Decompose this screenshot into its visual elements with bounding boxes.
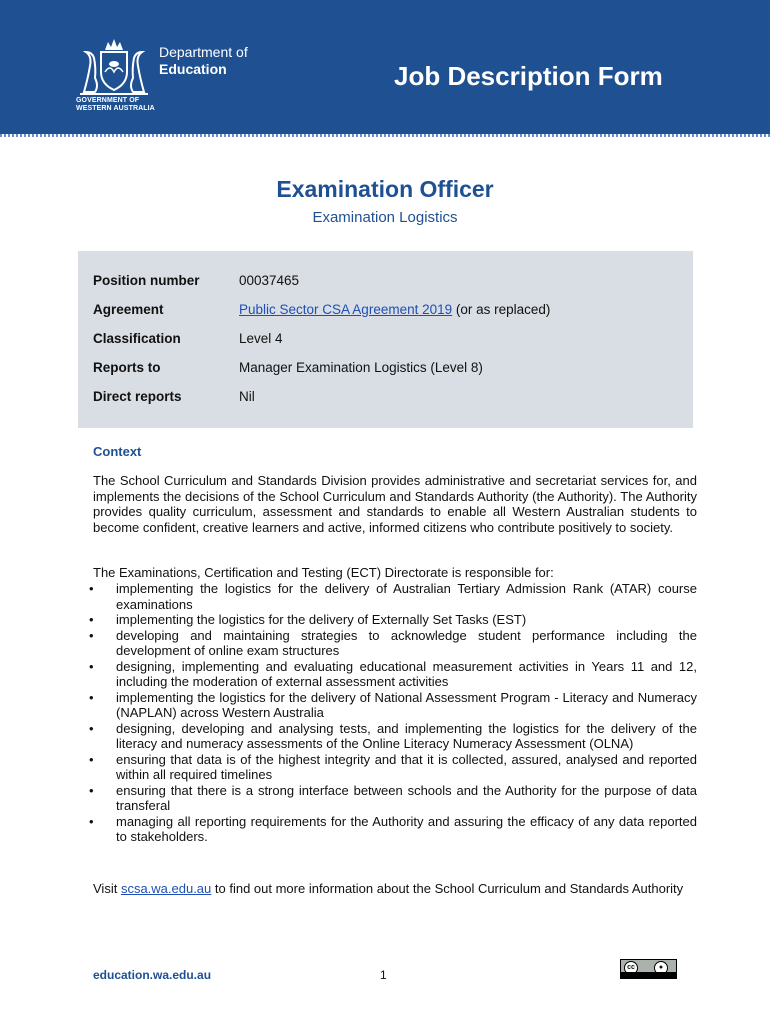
list-item: • designing, developing and analysing tests, and implementing the logistics for the delivery of the literacy and numeracy assessments of the Online Literacy Numeracy Assessment (OLNA) [80, 721, 697, 752]
context-heading: Context [93, 444, 142, 459]
list-item: • implementing the logistics for the delivery of Externally Set Tasks (EST) [80, 612, 697, 628]
visit-suffix: to find out more information about the School Curriculum and Standards Authority [211, 881, 684, 896]
department-name-line-1: Department of [159, 44, 248, 60]
detail-label: Reports to [93, 360, 161, 375]
responsibilities-intro: The Examinations, Certification and Testing (ECT) Directorate is responsible for: [93, 565, 554, 580]
list-item: • implementing the logistics for the delivery of National Assessment Program - Literacy and Numeracy (NAPLAN) across Western Australia [80, 690, 697, 721]
attribution-person-icon: ● [654, 961, 668, 975]
agreement-suffix: (or as replaced) [452, 302, 551, 317]
detail-label: Position number [93, 273, 200, 288]
detail-value: 00037465 [239, 273, 300, 288]
list-item: • ensuring that data is of the highest integrity and that it is collected, assured, analysed and reported within all required timelines [80, 752, 697, 783]
cc-icon: cc [624, 961, 638, 975]
detail-row-agreement [93, 302, 550, 317]
government-line-2: WESTERN AUSTRALIA [76, 105, 155, 112]
page-number: 1 [380, 968, 387, 982]
detail-value: Manager Examination Logistics (Level 8) [239, 360, 483, 375]
detail-row-position-number [93, 273, 299, 288]
form-title: Job Description Form [394, 61, 663, 91]
header-divider [0, 134, 770, 137]
footer-url: education.wa.edu.au [93, 968, 212, 982]
visit-prefix: Visit [93, 881, 121, 896]
detail-value: Level 4 [239, 331, 283, 346]
responsibilities-list [80, 581, 697, 845]
list-item: • designing, implementing and evaluating educational measurement activities in Years 11 and 12, including the moderation of external assessment activities [80, 659, 697, 690]
context-paragraph: The School Curriculum and Standards Division provides administrative and secretariat services for, and implements the decisions of the School Curriculum and Standards Authority (the Authority). The Authority provides quality curriculum, assessment and standards to enable all Western Australian students to become confident, creative learners and active, informed citizens who contribute positively to society. [93, 473, 697, 535]
detail-label: Agreement [93, 302, 164, 317]
government-line-1: GOVERNMENT OF [76, 97, 140, 104]
detail-label: Direct reports [93, 389, 182, 404]
scsa-link[interactable]: scsa.wa.edu.au [120, 881, 212, 896]
list-item: • implementing the logistics for the delivery of Australian Tertiary Admission Rank (ATAR) course examinations [80, 581, 697, 612]
list-item: • developing and maintaining strategies to acknowledge student performance including the development of online exam structures [80, 628, 697, 659]
job-title: Examination Officer [276, 176, 494, 202]
list-item: • managing all reporting requirements for the Authority and assuring the efficacy of any data reported to stakeholders. [80, 814, 697, 845]
page-header [0, 0, 770, 136]
badge-strip [621, 972, 676, 978]
detail-row-direct-reports [93, 389, 255, 404]
department-name-line-2: Education [159, 61, 227, 77]
visit-paragraph [93, 881, 697, 897]
detail-label: Classification [93, 331, 181, 346]
detail-value [239, 302, 550, 317]
job-subtitle: Examination Logistics [312, 209, 458, 226]
government-label [76, 97, 155, 113]
list-item: • ensuring that there is a strong interface between schools and the Authority for the purpose of data transferal [80, 783, 697, 814]
detail-value: Nil [239, 389, 255, 404]
creative-commons-by-icon [620, 959, 677, 979]
detail-row-classification [93, 331, 283, 346]
agreement-link[interactable]: Public Sector CSA Agreement 2019 [239, 302, 453, 317]
coat-of-arms-logo [74, 36, 154, 98]
detail-row-reports-to [93, 360, 483, 375]
position-details-box [78, 251, 693, 428]
